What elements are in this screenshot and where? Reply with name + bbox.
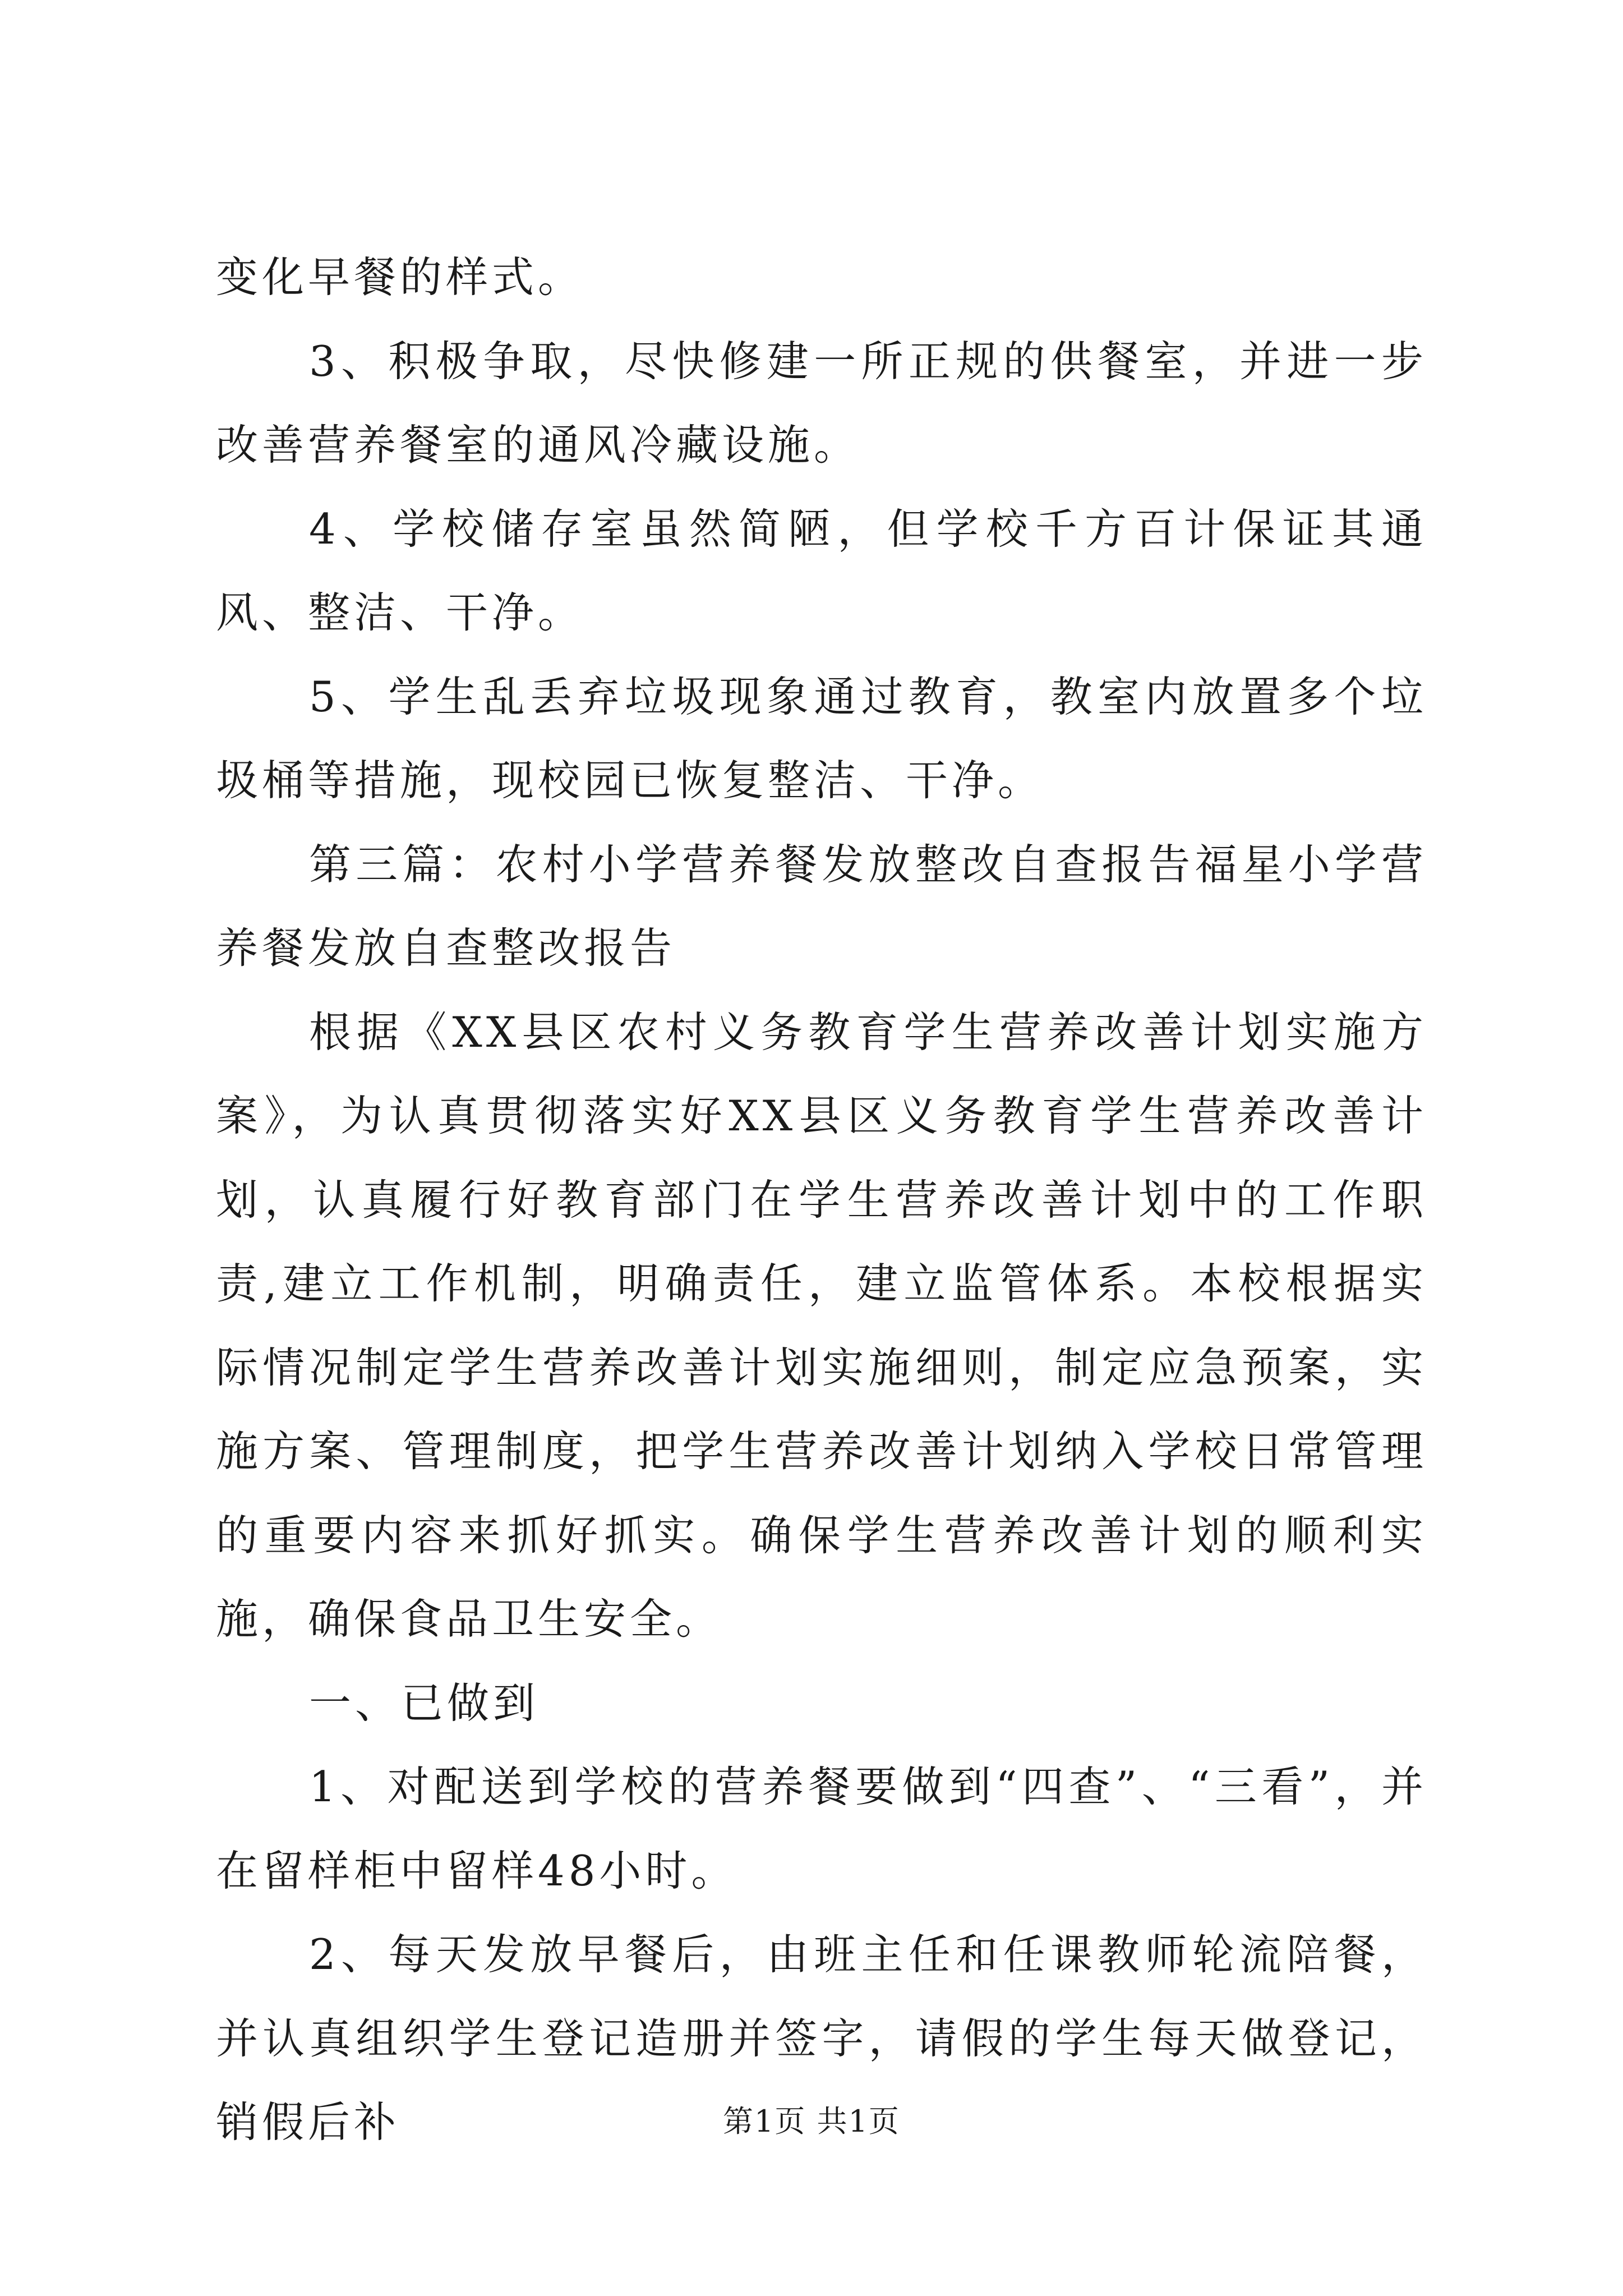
paragraph-3: 4、学校储存室虽然简陋，但学校千方百计保证其通风、整洁、干净。	[216, 504, 1427, 637]
paragraph-4: 5、学生乱丢弃垃圾现象通过教育，教室内放置多个垃圾桶等措施，现校园已恢复整洁、干净。	[216, 671, 1427, 805]
paragraph-9: 2、每天发放早餐后，由班主任和任课教师轮流陪餐，并认真组织学生登记造册并签字，请假的学生每天做登记，销假后补	[216, 1930, 1427, 2147]
page-footer	[0, 2102, 1623, 2141]
section-heading: 第三篇：农村小学营养餐发放整改自查报告福星小学营养餐发放自查整改报告	[216, 839, 1427, 973]
paragraph-1: 变化早餐的样式。	[216, 252, 584, 302]
paragraph-2: 3、积极争取，尽快修建一所正规的供餐室，并进一步改善营养餐室的通风冷藏设施。	[216, 336, 1427, 470]
subheading-done: 一、已做到	[309, 1678, 540, 1728]
paragraph-6: 根据《XX县区农村义务教育学生营养改善计划实施方案》，为认真贯彻落实好XX县区义务教育学生营养改善计划，认真履行好教育部门在学生营养改善计划中的工作职责,建立工作机制，明确责任，建立监管体系。本校根据实际情况制定学生营养改善计划实施细则，制定应急预案，实施方案、管理制度，把学生营养改善计划纳入学校日常管理的重要内容来抓好抓实。确保学生营养改善计划的顺利实施，确保食品卫生安全。	[216, 1007, 1427, 1644]
document-body	[216, 236, 1427, 2165]
paragraph-8: 1、对配送到学校的营养餐要做到“四查”、“三看”，并在留样柜中留样48小时。	[216, 1762, 1427, 1895]
page-number-label: 第1页 共1页	[723, 2104, 900, 2139]
